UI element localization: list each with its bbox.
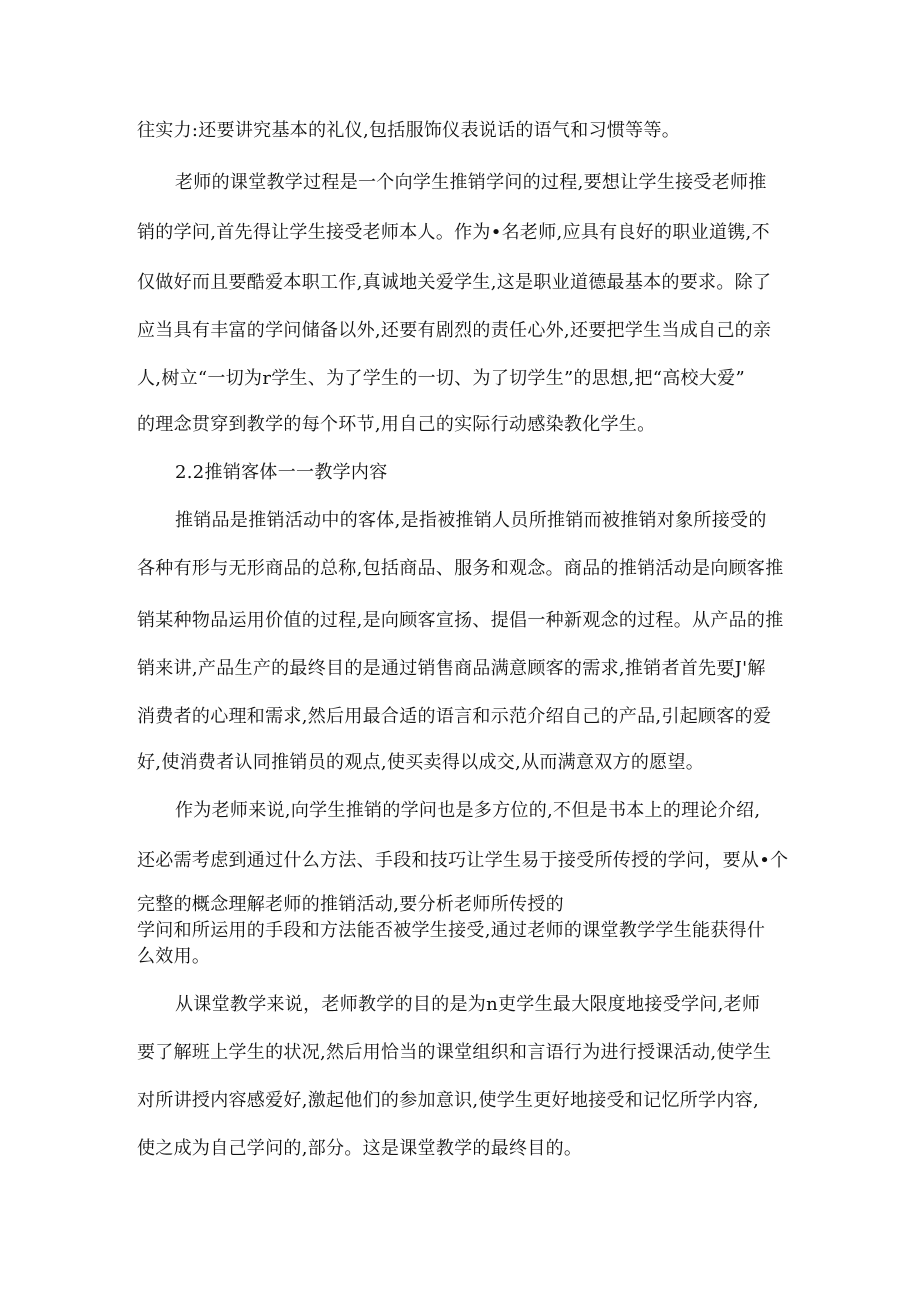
text-line: 使之成为自己学问的,部分。这是课堂教学的最终目的。 — [137, 1138, 583, 1159]
text-line: 销的学问,首先得让学生接受老师本人。作为•名老师,应具有良好的职业道镌,不 — [137, 222, 770, 243]
text-line: 老师的课堂教学过程是一个向学生推销学问的过程,要想让学生接受老师推 — [175, 172, 767, 193]
text-line: 对所讲授内容感爱好,激起他们的参加意识,使学生更好地接受和记忆所学内容, — [137, 1090, 759, 1111]
text-line: 好,使消费者认同推销员的观点,使买卖得以成交,从而满意双方的愿望。 — [137, 752, 705, 773]
text-line: 往实力:还要讲究基本的礼仪,包括服饰仪表说话的语气和习惯等等。 — [137, 120, 681, 141]
text-line: 应当具有丰富的学问储备以外,还要有剧烈的责任心外,还要把学生当成自己的亲 — [137, 320, 772, 341]
text-line: 销来讲,产品生产的最终目的是通过销售商品满意顾客的需求,推销者首先要J'解 — [137, 658, 766, 679]
text-line: 要了解班上学生的状况,然后用恰当的课堂组织和言语行为进行授课活动,使学生 — [137, 1042, 772, 1063]
section-heading: 2.2推销客体一一教学内容 — [175, 462, 388, 483]
text-line: 各种有形与无形商品的总称,包括商品、服务和观念。商品的推销活动是向顾客推 — [137, 558, 784, 579]
text-line: 么效用。 — [137, 946, 211, 967]
text-line: 从课堂教学来说，老师教学的目的是为n吏学生最大限度地接受学问,老师 — [175, 994, 761, 1015]
text-line: 的理念贯穿到教学的每个环节,用自己的实际行动感染教化学生。 — [137, 414, 656, 435]
text-line: 还必需考虑到通过什么方法、手段和技巧让学生易于接受所传授的学问，要从•个 — [137, 850, 789, 871]
text-line: 销某种物品运用价值的过程,是向顾客宣扬、提倡一种新观念的过程。从产品的推 — [137, 610, 784, 631]
text-line: 作为老师来说,向学生推销的学问也是多方位的,不但是书本上的理论介绍, — [175, 800, 761, 821]
text-line: 学问和所运用的手段和方法能否被学生接受,通过老师的课堂教学学生能获得什 — [137, 920, 766, 941]
text-line: 推销品是推销活动中的客体,是指被推销人员所推销而被推销对象所接受的 — [175, 510, 767, 531]
text-line: 仅做好而且要酷爱本职工作,真诚地关爱学生,这是职业道德最基本的要求。除了 — [137, 272, 772, 293]
text-line: 人,树立“一切为r学生、为了学生的一切、为了切学生”的思想,把“高校大爱” — [137, 368, 745, 389]
text-line: 消费者的心理和需求,然后用最合适的语言和示范介绍自己的产品,引起顾客的爱 — [137, 706, 772, 727]
text-line: 完整的概念理解老师的推销活动,要分析老师所传授的 — [137, 894, 564, 915]
